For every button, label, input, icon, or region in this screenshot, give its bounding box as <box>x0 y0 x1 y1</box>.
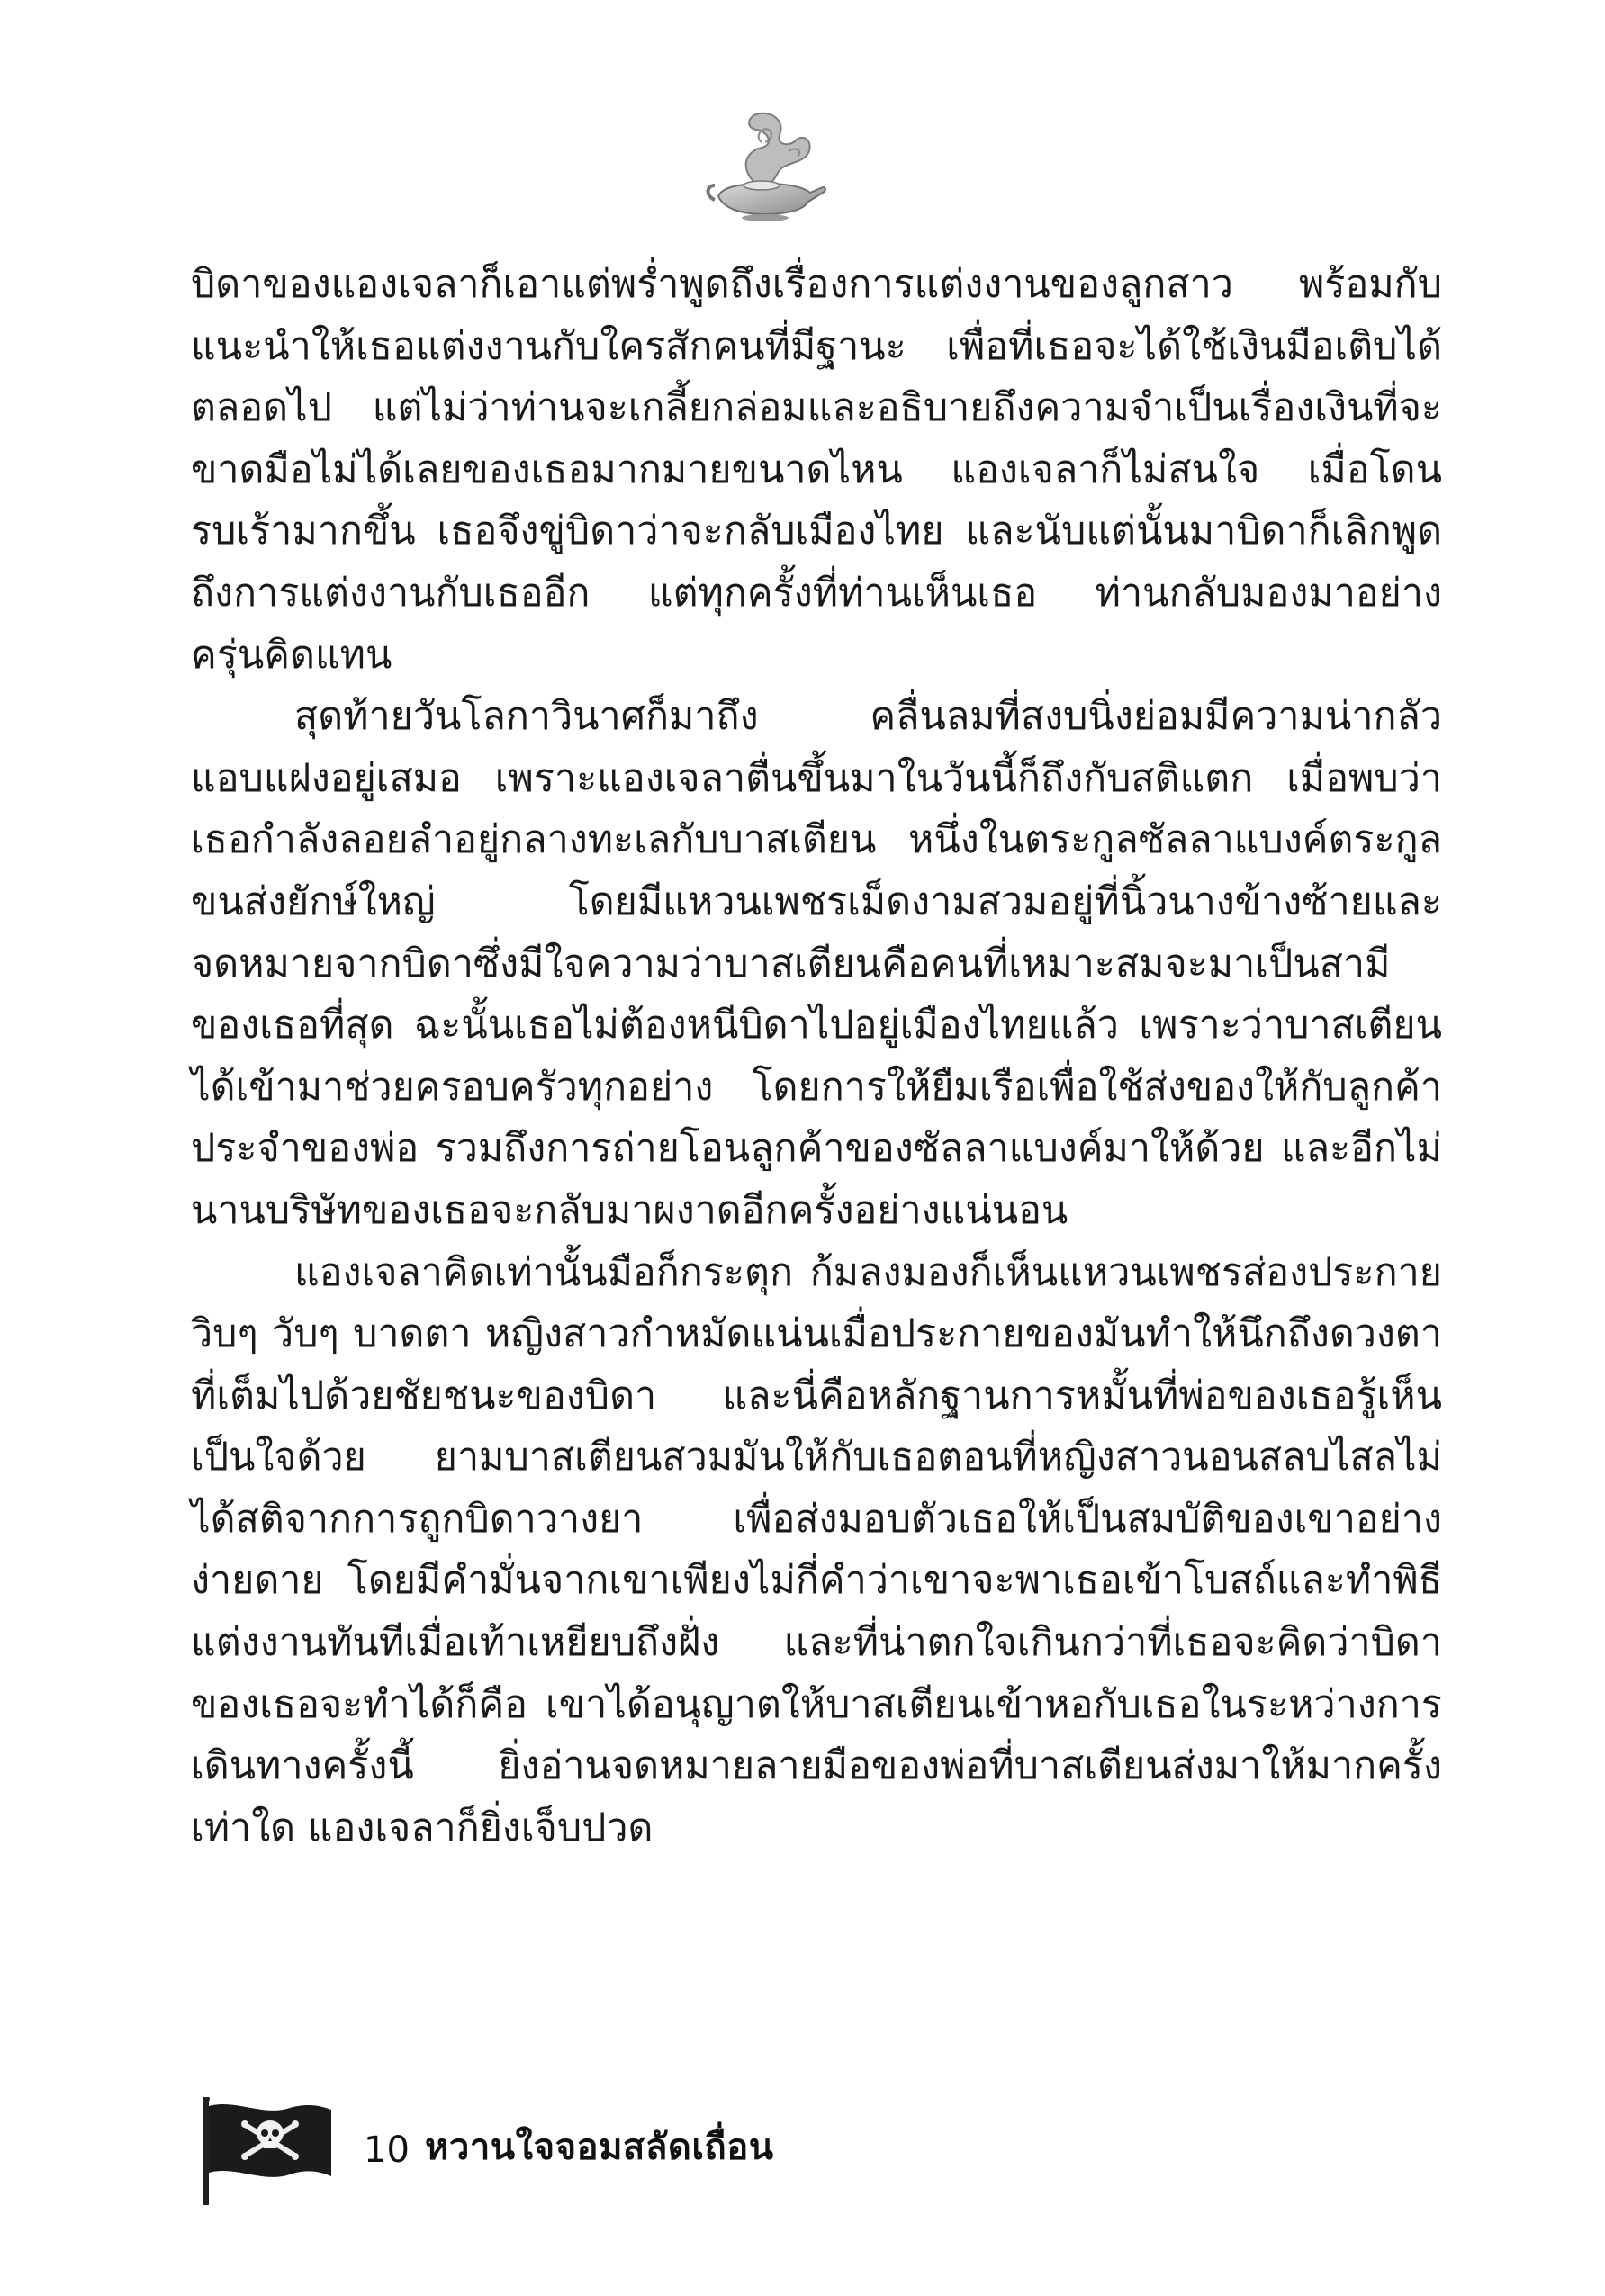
page-number: 10 <box>364 2129 410 2171</box>
paragraph-2: สุดท้ายวันโลกาวินาศก็มาถึง คลื่นลมที่สงบนิ่งย่อมมีความน่ากลัวแอบแฝงอยู่เสมอ เพราะแองเจลาตื่นขึ้นมาในวันนี้ก็ถึงกับสติแตก เมื่อพบว่าเธอกำลังลอยลำอยู่กลางทะเลกับบาสเตียน หนึ่งในตระกูลซัลลาแบงค์ตระกูลขนส่งยักษ์ใหญ่ โดยมีแหวนเพชรเม็ดงามสวมอยู่ที่นิ้วนางข้างซ้ายและจดหมายจากบิดาซึ่งมีใจความว่าบาสเตียนคือคนที่เหมาะสมจะมาเป็นสามีของเธอที่สุด ฉะนั้นเธอไม่ต้องหนีบิดาไปอยู่เมืองไทยแล้ว เพราะว่าบาสเตียนได้เข้ามาช่วยครอบครัวทุกอย่าง โดยการให้ยืมเรือเพื่อใช้ส่งของให้กับลูกค้าประจำของพ่อ รวมถึงการถ่ายโอนลูกค้าของซัลลาแบงค์มาให้ด้วย และอีกไม่นานบริษัทของเธอจะกลับมาผงาดอีกครั้งอย่างแน่นอน <box>191 694 1442 1233</box>
pirate-flag-icon <box>200 2097 335 2205</box>
book-title: หวานใจจอมสลัดเถื่อน <box>425 2127 774 2168</box>
paragraph-1: บิดาของแองเจลาก็เอาแต่พร่ำพูดถึงเรื่องการแต่งงานของลูกสาว พร้อมกับแนะนำให้เธอแต่งงานกับใครสักคนที่มีฐานะ เพื่อที่เธอจะได้ใช้เงินมือเติบได้ตลอดไป แต่ไม่ว่าท่านจะเกลี้ยกล่อมและอธิบายถึงความจำเป็นเรื่องเงินที่จะขาดมือไม่ได้เลยของเธอมากมายขนาดไหน แองเจลาก็ไม่สนใจ เมื่อโดนรบเร้ามากขึ้น เธอจึงขู่บิดาว่าจะกลับเมืองไทย และนับแต่นั้นมาบิดาก็เลิกพูดถึงการแต่งงานกับเธออีก แต่ทุกครั้งที่ท่านเห็นเธอ ท่านกลับมองมาอย่างครุ่นคิดแทน <box>191 262 1442 678</box>
page-footer <box>200 2097 920 2205</box>
genie-lamp-icon <box>702 106 828 223</box>
paragraph-3: แองเจลาคิดเท่านั้นมือก็กระตุก ก้มลงมองก็เห็นแหวนเพชรส่องประกายวิบๆ วับๆ บาดตา หญิงสาวกำหมัดแน่นเมื่อประกายของมันทำให้นึกถึงดวงตาที่เต็มไปด้วยชัยชนะของบิดา และนี่คือหลักฐานการหมั้นที่พ่อของเธอรู้เห็นเป็นใจด้วย ยามบาสเตียนสวมมันให้กับเธอตอนที่หญิงสาวนอนสลบไสลไม่ได้สติจากการถูกบิดาวางยา เพื่อส่งมอบตัวเธอให้เป็นสมบัติของเขาอย่างง่ายดาย โดยมีคำมั่นจากเขาเพียงไม่กี่คำว่าเขาจะพาเธอเข้าโบสถ์และทำพิธีแต่งงานทันทีเมื่อเท้าเหยียบถึงฝั่ง และที่น่าตกใจเกินกว่าที่เธอจะคิดว่าบิดาของเธอจะทำได้ก็คือ เขาได้อนุญาตให้บาสเตียนเข้าหอกับเธอในระหว่างการเดินทางครั้งนี้ ยิ่งอ่านจดหมายลายมือของพ่อที่บาสเตียนส่งมาให้มากครั้งเท่าใด แองเจลาก็ยิ่งเจ็บปวด <box>191 1249 1442 1850</box>
body-text <box>191 254 1442 1859</box>
